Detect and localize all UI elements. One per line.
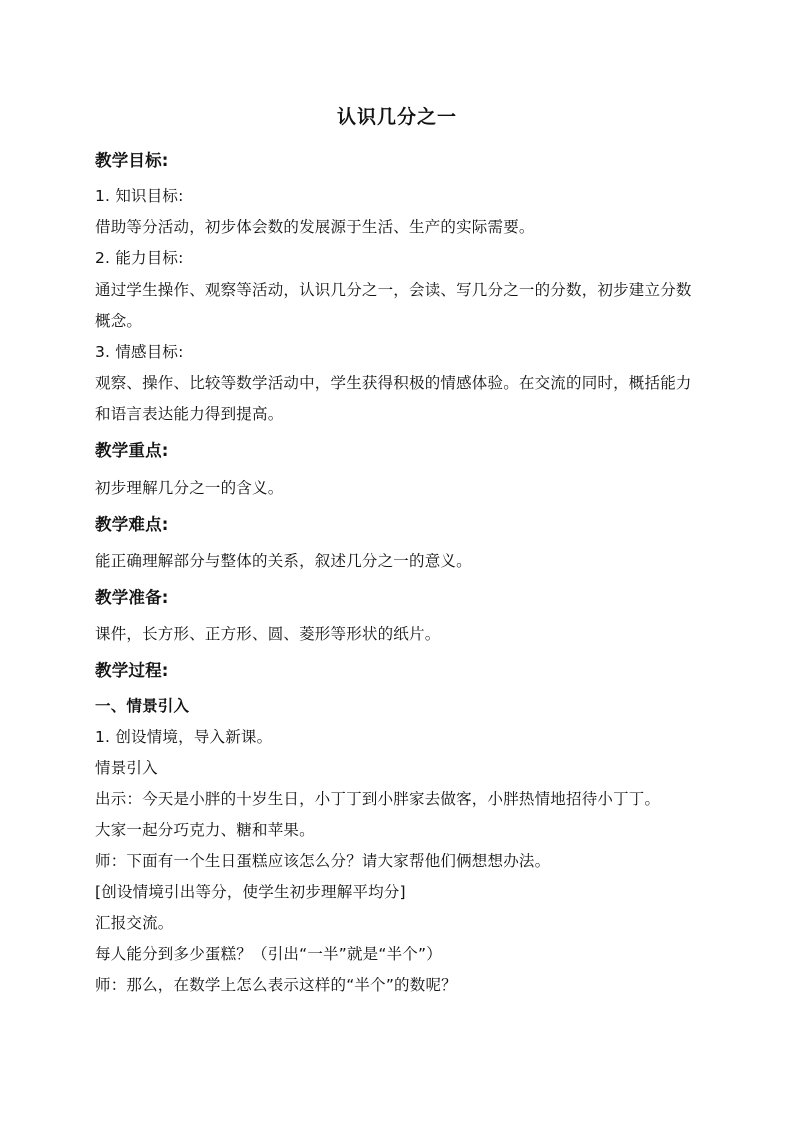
process-line: [创设情境引出等分，使学生初步理解平均分]	[95, 883, 406, 901]
process-line: 汇报交流。	[95, 914, 174, 932]
process-line: 大家一起分巧克力、糖和苹果。	[95, 821, 315, 839]
step-1-label: 1. 创设情境，导入新课。	[95, 728, 273, 746]
preparation-text: 课件，长方形、正方形、圆、菱形等形状的纸片。	[95, 625, 441, 643]
difficulty-heading: 教学难点:	[95, 515, 169, 534]
ability-goal-label: 2. 能力目标:	[95, 249, 184, 267]
emotion-goal-text-line1: 观察、操作、比较等数学活动中，学生获得积极的情感体验。在交流的同时，概括能力	[95, 374, 692, 392]
process-line: 每人能分到多少蛋糕？（引出“一半”就是“半个”）	[95, 945, 442, 963]
section-intro-heading: 一、情景引入	[95, 697, 190, 715]
difficulty-text: 能正确理解部分与整体的关系，叙述几分之一的意义。	[95, 552, 472, 570]
preparation-heading: 教学准备:	[95, 588, 169, 607]
emotion-goal-text-line2: 和语言表达能力得到提高。	[95, 405, 284, 423]
goals-heading: 教学目标:	[95, 151, 169, 170]
knowledge-goal-label: 1. 知识目标:	[95, 187, 184, 205]
process-line: 出示：今天是小胖的十岁生日，小丁丁到小胖家去做客，小胖热情地招待小丁丁。	[95, 790, 661, 808]
process-line: 师：那么，在数学上怎么表示这样的“半个”的数呢？	[95, 976, 457, 994]
knowledge-goal-text: 借助等分活动，初步体会数的发展源于生活、生产的实际需要。	[95, 218, 535, 236]
key-point-text: 初步理解几分之一的含义。	[95, 479, 284, 497]
process-line: 师：下面有一个生日蛋糕应该怎么分？请大家帮他们俩想想办法。	[95, 852, 551, 870]
document-title: 认识几分之一	[336, 106, 457, 128]
emotion-goal-label: 3. 情感目标:	[95, 343, 184, 361]
key-point-heading: 教学重点:	[95, 441, 169, 460]
ability-goal-text-line1: 通过学生操作、观察等活动，认识几分之一，会读、写几分之一的分数，初步建立分数	[95, 281, 692, 299]
process-heading: 教学过程:	[95, 661, 169, 680]
process-line: 情景引入	[95, 759, 158, 777]
ability-goal-text-line2: 概念。	[95, 312, 143, 330]
